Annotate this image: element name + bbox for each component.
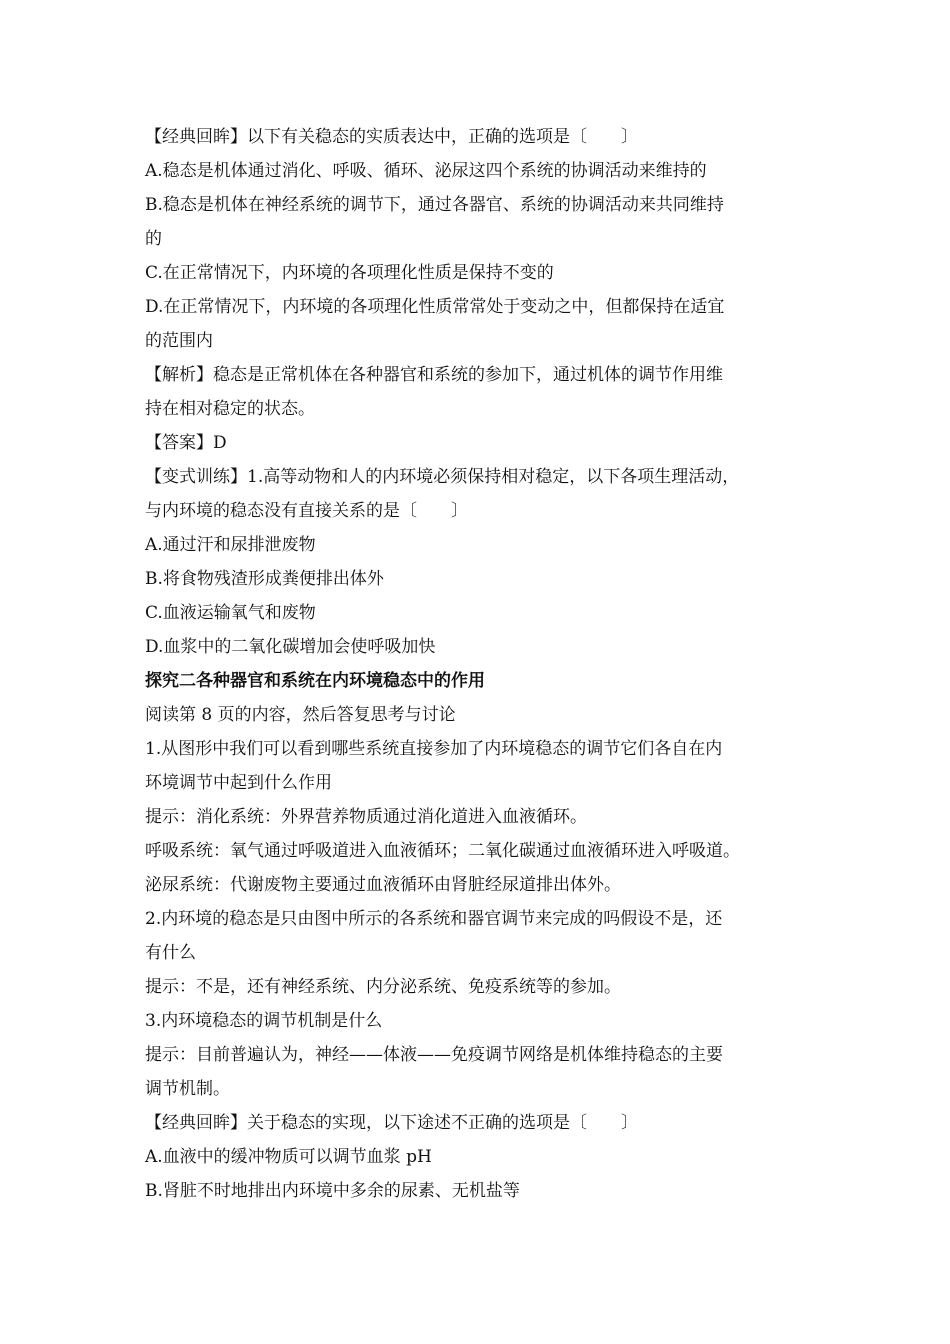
variant-option-a: A.通过汗和尿排泄废物	[145, 535, 316, 555]
variant-option-b: B.将食物残渣形成粪便排出体外	[145, 569, 384, 589]
analysis-continued: 持在相对稳定的状态。	[145, 399, 315, 419]
variant-question-stem-continued: 与内环境的稳态没有直接关系的是〔 〕	[145, 501, 468, 521]
variant-option-c: C.血液运输氧气和废物	[145, 603, 316, 623]
option-b-continued: 的	[145, 229, 162, 249]
option-d: D.在正常情况下，内环境的各项理化性质常常处于变动之中，但都保持在适宜	[145, 297, 725, 317]
question-stem: 【经典回眸】以下有关稳态的实质表达中，正确的选项是〔 〕	[145, 127, 638, 147]
variant-option-d: D.血浆中的二氧化碳增加会使呼吸加快	[145, 637, 436, 657]
hint-digestive: 提示：消化系统：外界营养物质通过消化道进入血液循环。	[145, 807, 587, 827]
section-heading: 探究二各种器官和系统在内环境稳态中的作用	[145, 671, 485, 691]
analysis: 【解析】稳态是正常机体在各种器官和系统的参加下，通过机体的调节作用维	[145, 365, 723, 385]
question-2-stem: 【经典回眸】关于稳态的实现，以下途述不正确的选项是〔 〕	[145, 1113, 638, 1133]
question-2-option-b: B.肾脏不时地排出内环境中多余的尿素、无机盐等	[145, 1181, 520, 1201]
document-page	[145, 120, 815, 1208]
hint-3-continued: 调节机制。	[145, 1079, 230, 1099]
discussion-question-1-continued: 环境调节中起到什么作用	[145, 773, 332, 793]
option-d-continued: 的范围内	[145, 331, 213, 351]
option-c: C.在正常情况下，内环境的各项理化性质是保持不变的	[145, 263, 554, 283]
discussion-question-2-continued: 有什么	[145, 943, 196, 963]
hint-2: 提示：不是，还有神经系统、内分泌系统、免疫系统等的参加。	[145, 977, 621, 997]
option-a: A.稳态是机体通过消化、呼吸、循环、泌尿这四个系统的协调活动来维持的	[145, 161, 707, 181]
variant-question-stem: 【变式训练】1.高等动物和人的内环境必须保持相对稳定，以下各项生理活动，	[145, 467, 740, 487]
hint-3: 提示：目前普遍认为，神经——体液——免疫调节网络是机体维持稳态的主要	[145, 1045, 723, 1065]
discussion-question-1: 1.从图形中我们可以看到哪些系统直接参加了内环境稳态的调节它们各自在内	[145, 739, 723, 759]
hint-urinary: 泌尿系统：代谢废物主要通过血液循环由肾脏经尿道排出体外。	[145, 875, 621, 895]
answer: 【答案】D	[145, 433, 227, 453]
question-2-option-a: A.血液中的缓冲物质可以调节血浆 pH	[145, 1147, 432, 1167]
reading-instruction: 阅读第 8 页的内容，然后答复思考与讨论	[145, 705, 456, 725]
hint-respiratory: 呼吸系统：氧气通过呼吸道进入血液循环；二氧化碳通过血液循环进入呼吸道。	[145, 841, 740, 861]
option-b: B.稳态是机体在神经系统的调节下，通过各器官、系统的协调活动来共同维持	[145, 195, 724, 215]
discussion-question-3: 3.内环境稳态的调节机制是什么	[145, 1011, 383, 1031]
discussion-question-2: 2.内环境的稳态是只由图中所示的各系统和器官调节来完成的吗假设不是，还	[145, 909, 723, 929]
